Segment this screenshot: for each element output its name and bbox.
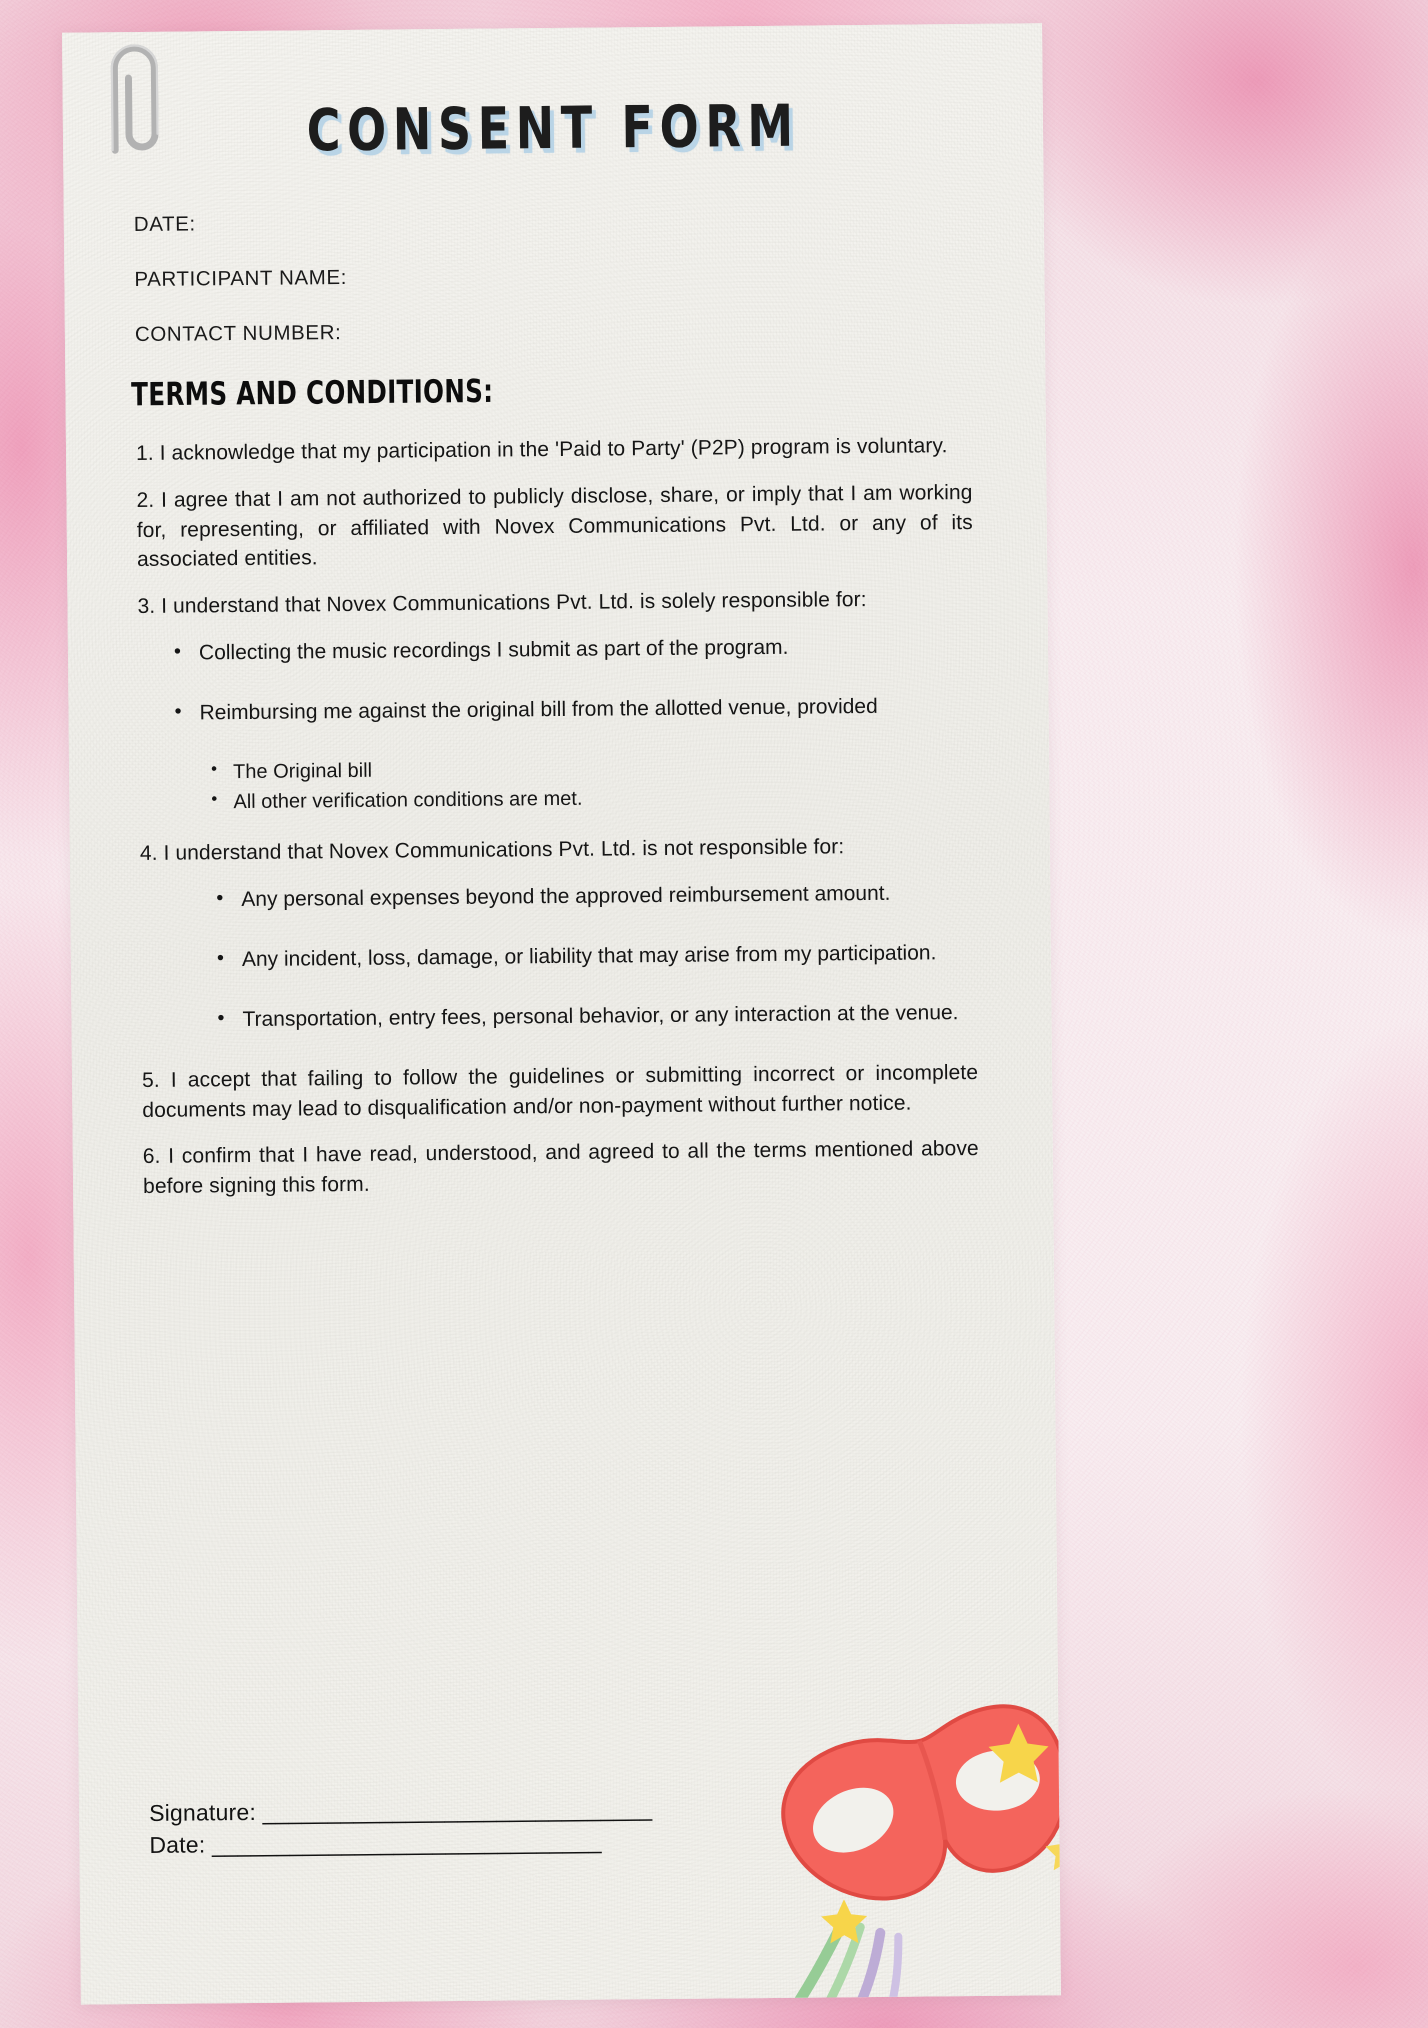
clause-4-bullet-list <box>140 878 977 1035</box>
list-item: • Any incident, loss, damage, or liability that may arise from my participation. <box>215 938 977 975</box>
list-item: • Transportation, entry fees, personal behavior, or any interaction at the venue. <box>215 998 977 1035</box>
field-contact-number-label: CONTACT NUMBER: <box>134 321 342 347</box>
list-item: • Reimbursing me against the original bill from the allotted venue, provided <box>172 691 974 729</box>
signature-block <box>113 1792 653 1862</box>
clause-5: 5. I accept that failing to follow the guidelines or submitting incorrect or incomplete documents may lead to disqualification and/or non-payment without further notice. <box>141 1060 979 1122</box>
form-fields-group <box>98 205 1011 348</box>
clause-3-bullet-list <box>138 631 975 729</box>
list-item: • Collecting the music recordings I submit as part of the program. <box>172 631 974 669</box>
field-participant-name-label: PARTICIPANT NAME: <box>134 265 348 292</box>
terms-body <box>100 431 1019 1203</box>
list-item: • All other verification conditions are met. <box>209 781 975 817</box>
paper-sheet <box>62 23 1061 2004</box>
clause-3-sub-bullet-list <box>139 751 976 818</box>
title-container <box>96 24 1009 165</box>
signature-line: Signature: ______________________________ <box>148 1794 653 1826</box>
signature-date-line: Date: ______________________________ <box>149 1827 602 1859</box>
list-item: • The Original bill <box>209 751 975 787</box>
field-date-label: DATE: <box>133 212 196 237</box>
clause-3: 3. I understand that Novex Communications Pvt. Ltd. is solely responsible for: <box>137 588 867 619</box>
page-title: CONSENT FORM <box>306 92 800 165</box>
paper-content-area <box>62 23 1061 2004</box>
clause-6: 6. I confirm that I have read, understood, and agreed to all the terms mentioned above before signing this form. <box>142 1137 979 1199</box>
clause-2: 2. I agree that I am not authorized to publicly disclose, share, or imply that I am working for, representing, or affiliated with Novex Communications Pvt. Ltd. or any of its associated entities. <box>136 480 973 572</box>
clause-1: 1. I acknowledge that my participation in the 'Paid to Party' (P2P) program is voluntary. <box>135 434 948 466</box>
list-item: • Any personal expenses beyond the approved reimbursement amount. <box>214 878 976 915</box>
clause-4: 4. I understand that Novex Communications Pvt. Ltd. is not responsible for: <box>139 835 845 866</box>
section-heading-terms-and-conditions: TERMS AND CONDITIONS: <box>130 372 494 414</box>
